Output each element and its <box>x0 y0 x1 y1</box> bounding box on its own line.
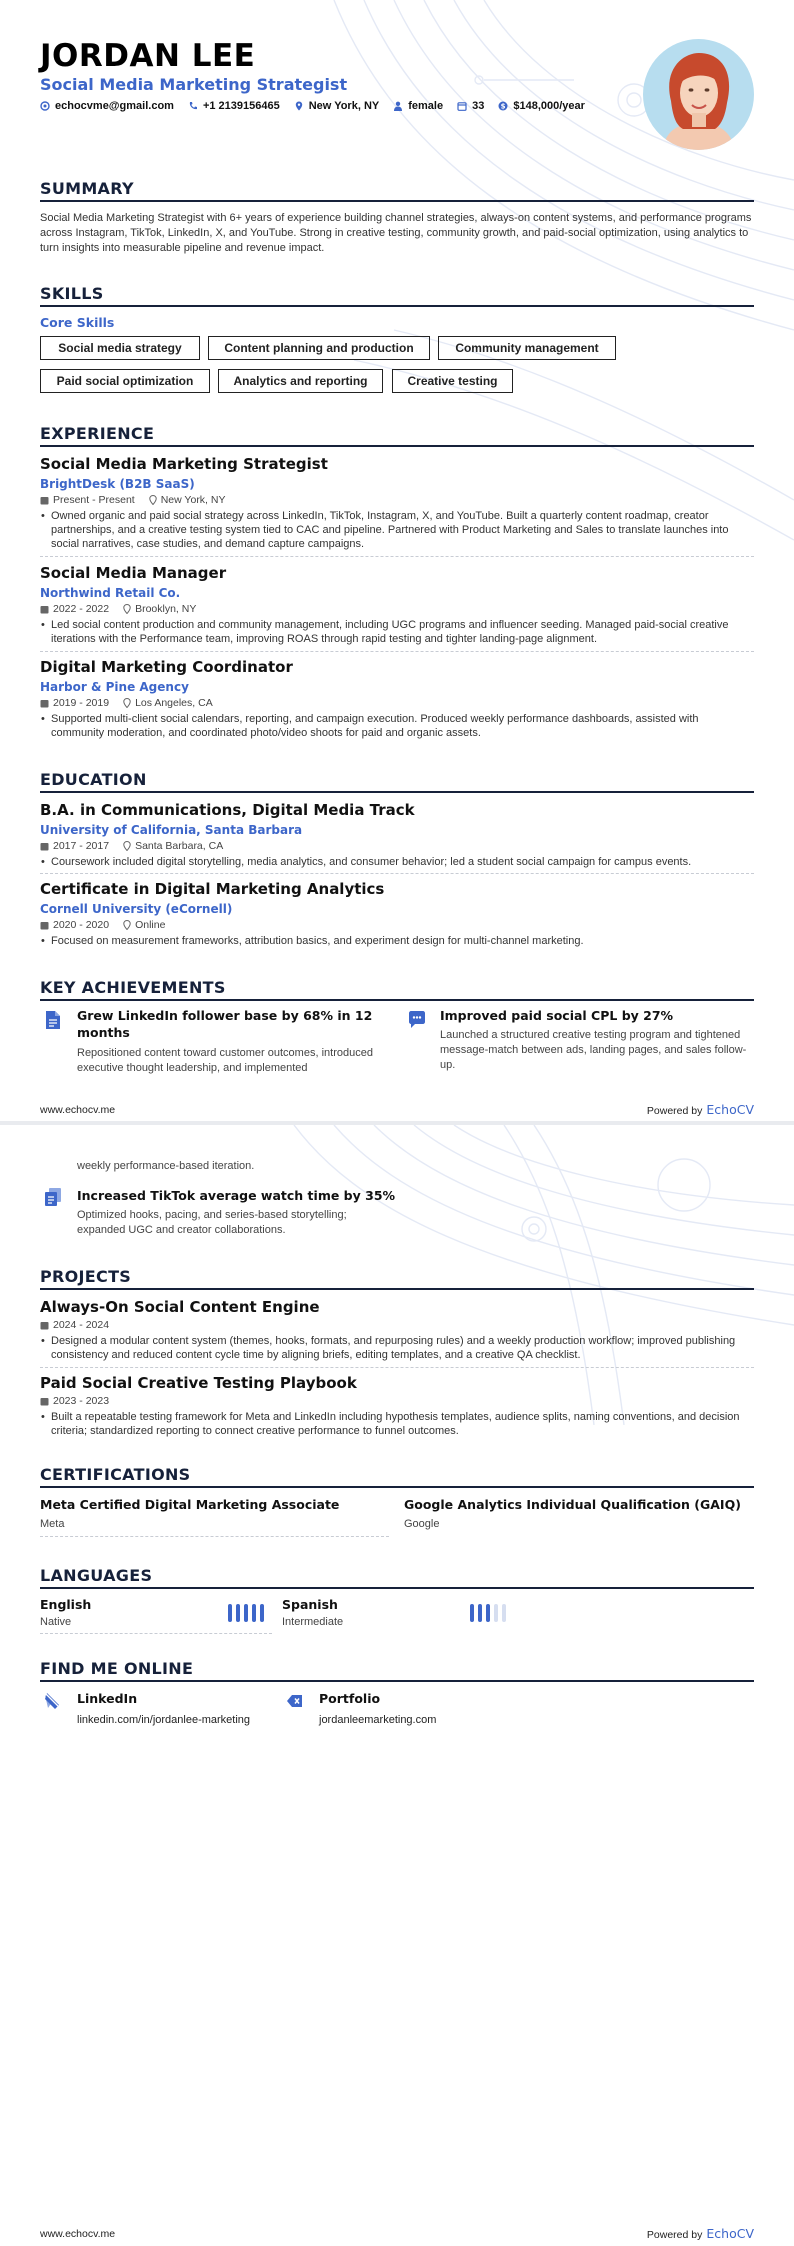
proficiency-bar <box>470 1604 474 1622</box>
project-bullet: • Built a repeatable testing framework for Meta and LinkedIn including hypothesis templates, audience splits, naming conventions, and decision criteria; standardized reporting to connect creative performance to funnel outcomes. <box>40 1410 754 1438</box>
skills-group-label: Core Skills <box>40 315 115 330</box>
proficiency-bar <box>486 1604 490 1622</box>
online-profile-url[interactable]: jordanleemarketing.com <box>319 1714 437 1726</box>
skill-chip: Analytics and reporting <box>218 369 383 393</box>
email-icon <box>40 101 50 111</box>
footer-website[interactable]: www.echocv.me <box>40 1104 116 1116</box>
education-bullet: • Focused on measurement frameworks, attribution basics, and experiment design for multi-channel marketing. <box>40 934 754 948</box>
date-text: 2024 - 2024 <box>53 1319 110 1331</box>
calendar-icon <box>40 1397 49 1406</box>
calendar-icon <box>40 1321 49 1330</box>
copy-documents-icon <box>44 1187 62 1207</box>
date-text: 2020 - 2020 <box>53 919 110 931</box>
footer-powered-by <box>647 2226 754 2241</box>
education-meta <box>40 840 223 852</box>
contact-phone[interactable] <box>188 100 280 112</box>
place <box>123 603 196 615</box>
place <box>123 919 165 931</box>
candidate-name: JORDAN LEE <box>40 38 256 74</box>
experience-title: Social Media Marketing Strategist <box>40 455 328 473</box>
summary-heading: SUMMARY <box>40 179 754 202</box>
calendar-icon <box>40 921 49 930</box>
achievements-heading: KEY ACHIEVEMENTS <box>40 978 754 1001</box>
date-range <box>40 1319 109 1331</box>
brand-logo[interactable]: EchoCV <box>706 2226 754 2241</box>
location-pin-icon <box>123 698 131 708</box>
languages-heading: LANGUAGES <box>40 1566 754 1589</box>
contact-gender <box>393 100 443 112</box>
location-pin-icon <box>123 920 131 930</box>
brand-logo[interactable]: EchoCV <box>706 1102 754 1117</box>
contact-row <box>40 100 585 112</box>
place <box>123 840 223 852</box>
place <box>149 494 226 506</box>
project-title: Paid Social Creative Testing Playbook <box>40 1374 357 1392</box>
document-icon <box>44 1010 62 1030</box>
date-text: Present - Present <box>53 494 135 506</box>
location-pin-icon <box>294 101 304 111</box>
experience-heading: EXPERIENCE <box>40 424 754 447</box>
proficiency-bar <box>494 1604 498 1622</box>
calendar-icon <box>457 101 467 111</box>
experience-bullet: • Led social content production and community management, including UGC programs and influencer seeding. Managed paid-social creative iterations with the Performance team, improving ROAS through rapid testing and tighter landing-page alignment. <box>40 618 754 646</box>
experience-bullet: • Supported multi-client social calendars, reporting, and campaign execution. Produced weekly performance dashboards, assisted with community moderation, and coordinated photo/video shoots for paid and organic assets. <box>40 712 754 740</box>
contact-location <box>294 100 380 112</box>
date-range <box>40 603 109 615</box>
footer-powered-by <box>647 1102 754 1117</box>
email-text: echocvme@gmail.com <box>55 100 174 112</box>
certification-issuer: Google <box>404 1518 440 1530</box>
calendar-icon <box>40 842 49 851</box>
location-pin-icon <box>123 841 131 851</box>
achievement-title: Improved paid social CPL by 27% <box>440 1008 674 1023</box>
online-profile-url[interactable]: linkedin.com/in/jordanlee-marketing <box>77 1714 251 1726</box>
language-proficiency-bars <box>228 1604 264 1622</box>
place-text: New York, NY <box>160 494 226 506</box>
age-text: 33 <box>472 100 485 112</box>
divider <box>40 1633 272 1634</box>
skill-chip: Community management <box>438 336 616 360</box>
proficiency-bar <box>478 1604 482 1622</box>
language-proficiency-bars <box>470 1604 506 1622</box>
project-bullet: • Designed a modular content system (themes, hooks, formats, and repurposing rules) and a weekly production workflow; improved publishing consistency and reduced content cycle time by aligning briefs, editing templates, and a creative QA checklist. <box>40 1334 754 1362</box>
svg-text:$: $ <box>500 102 506 111</box>
location-pin-icon <box>149 495 157 505</box>
gender-text: female <box>408 100 444 112</box>
achievement-title: Grew LinkedIn follower base by 68% in 12 months <box>77 1008 373 1040</box>
projects-heading: PROJECTS <box>40 1267 754 1290</box>
education-school: University of California, Santa Barbara <box>40 823 303 837</box>
date-range <box>40 919 109 931</box>
skill-chip: Content planning and production <box>208 336 430 360</box>
chat-bubble-icon <box>408 1010 426 1030</box>
online-heading: FIND ME ONLINE <box>40 1659 754 1682</box>
calendar-icon <box>40 605 49 614</box>
language-name: Spanish <box>282 1597 338 1612</box>
online-profile-name: Portfolio <box>319 1691 381 1706</box>
achievement-description-continued: weekly performance-based iteration. <box>77 1160 255 1172</box>
education-meta <box>40 919 165 931</box>
location-pin-icon <box>123 604 131 614</box>
online-profile-name: LinkedIn <box>77 1691 138 1706</box>
experience-meta <box>40 697 213 709</box>
candidate-role: Social Media Marketing Strategist <box>40 75 348 94</box>
calendar-icon <box>40 699 49 708</box>
place-text: Santa Barbara, CA <box>135 840 224 852</box>
experience-meta <box>40 494 225 506</box>
proficiency-bar <box>260 1604 264 1622</box>
calendar-icon <box>40 496 49 505</box>
certification-name: Google Analytics Individual Qualification (GAIQ) <box>404 1497 741 1512</box>
language-name: English <box>40 1597 92 1612</box>
achievement-title: Increased TikTok average watch time by 35% <box>77 1188 396 1203</box>
money-icon <box>498 101 508 111</box>
summary-text: Social Media Marketing Strategist with 6+ years of experience building channel strategies, always-on content systems, and performance programs across Instagram, TikTok, LinkedIn, X, and YouTube. Strong in creative testing, community growth, and paid-social optimization, using analytics to turn insights into measurable pipeline and revenue impact. <box>40 212 752 254</box>
project-meta <box>40 1319 109 1331</box>
proficiency-bar <box>228 1604 232 1622</box>
experience-title: Social Media Manager <box>40 564 227 582</box>
date-text: 2023 - 2023 <box>53 1395 110 1407</box>
education-degree: B.A. in Communications, Digital Media Track <box>40 801 415 819</box>
experience-meta <box>40 603 196 615</box>
date-text: 2017 - 2017 <box>53 840 110 852</box>
achievement-description: Repositioned content toward customer outcomes, introduced executive thought leadership, and implemented <box>77 1047 373 1074</box>
profile-photo <box>643 39 754 150</box>
project-title: Always-On Social Content Engine <box>40 1298 320 1316</box>
powered-label: Powered by <box>646 1105 703 1117</box>
salary-text: $148,000/year <box>513 100 585 112</box>
experience-bullet: • Owned organic and paid social strategy across LinkedIn, TikTok, Instagram, X, and YouTube. Built a quarterly content roadmap, creator partnerships, and a creative testing system tied to CAC and pipeline. Partnered with Product Marketing and Sales to translate launches into social narratives, case studies, and demand capture campaigns. <box>40 509 754 551</box>
date-range <box>40 697 109 709</box>
education-school: Cornell University (eCornell) <box>40 902 233 916</box>
divider <box>40 651 754 652</box>
divider <box>40 1367 754 1368</box>
experience-title: Digital Marketing Coordinator <box>40 658 293 676</box>
certification-name: Meta Certified Digital Marketing Associate <box>40 1497 340 1512</box>
date-text: 2019 - 2019 <box>53 697 110 709</box>
language-level: Intermediate <box>282 1616 344 1628</box>
skill-chip: Paid social optimization <box>40 369 210 393</box>
experience-company: BrightDesk (B2B SaaS) <box>40 477 195 491</box>
place <box>123 697 213 709</box>
place-text: Brooklyn, NY <box>135 603 197 615</box>
phone-text: +1 2139156465 <box>202 100 280 112</box>
divider <box>40 556 754 557</box>
linkedin-icon <box>43 1691 61 1711</box>
portfolio-tag-icon <box>286 1691 304 1711</box>
skill-chip: Creative testing <box>392 369 513 393</box>
project-meta <box>40 1395 109 1407</box>
skills-heading: SKILLS <box>40 284 754 307</box>
certification-issuer: Meta <box>40 1518 65 1530</box>
person-icon <box>393 101 403 111</box>
divider <box>40 1536 389 1537</box>
place-text: Online <box>135 919 166 931</box>
contact-salary <box>498 100 585 112</box>
language-level: Native <box>40 1616 72 1628</box>
education-bullet: • Coursework included digital storytelling, media analytics, and consumer behavior; led a student social campaign for campus events. <box>40 855 754 869</box>
resume-page-2 <box>0 1125 794 2246</box>
date-range <box>40 840 109 852</box>
footer-website[interactable]: www.echocv.me <box>40 2228 116 2240</box>
proficiency-bar <box>502 1604 506 1622</box>
proficiency-bar <box>252 1604 256 1622</box>
date-range <box>40 494 135 506</box>
experience-company: Northwind Retail Co. <box>40 586 181 600</box>
contact-email[interactable] <box>40 100 174 112</box>
proficiency-bar <box>236 1604 240 1622</box>
achievement-description: Launched a structured creative testing program and tightened message-match between ads, landing pages, and sales follow-up. <box>440 1029 747 1071</box>
location-text: New York, NY <box>308 100 380 112</box>
skill-chip: Social media strategy <box>40 336 200 360</box>
date-range <box>40 1395 109 1407</box>
proficiency-bar <box>244 1604 248 1622</box>
education-heading: EDUCATION <box>40 770 754 793</box>
date-text: 2022 - 2022 <box>53 603 110 615</box>
contact-age <box>457 100 484 112</box>
achievement-description: Optimized hooks, pacing, and series-based storytelling; expanded UGC and creator collaborations. <box>77 1209 347 1236</box>
resume-page-1 <box>0 0 794 1121</box>
certifications-heading: CERTIFICATIONS <box>40 1465 754 1488</box>
phone-icon <box>188 101 198 111</box>
experience-company: Harbor & Pine Agency <box>40 680 189 694</box>
place-text: Los Angeles, CA <box>135 697 213 709</box>
divider <box>40 873 754 874</box>
powered-label: Powered by <box>646 2229 703 2241</box>
education-degree: Certificate in Digital Marketing Analytics <box>40 880 385 898</box>
